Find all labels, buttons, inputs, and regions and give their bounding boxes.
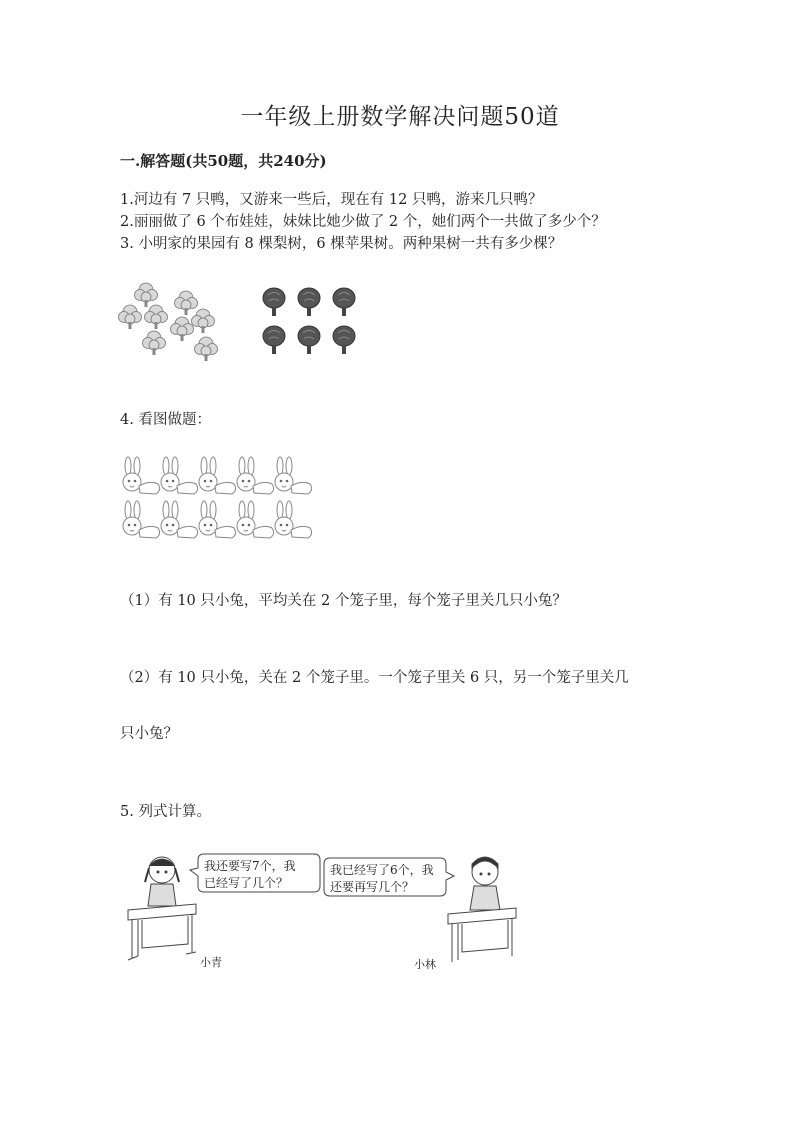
pear-tree-icon	[143, 331, 166, 355]
rabbits-figure	[118, 456, 328, 548]
left-bubble-line-1: 我还要写7个，我	[204, 859, 296, 873]
pear-tree-icon	[192, 309, 215, 333]
apple-tree-icon	[333, 288, 355, 316]
pear-tree-icon	[135, 283, 158, 307]
apple-tree-icon	[298, 326, 320, 354]
apple-tree-icon	[333, 326, 355, 354]
right-bubble-line-1: 我已经写了6个，我	[330, 863, 434, 877]
page-title: 一年级上册数学解决问题50道	[240, 104, 560, 130]
apple-tree-icon	[298, 288, 320, 316]
rabbit-icon	[275, 457, 312, 494]
rabbit-icon	[275, 501, 312, 538]
rabbit-icon	[123, 501, 160, 538]
left-bubble-line-2: 已经写了几个？	[204, 876, 289, 890]
fruit-trees-figure	[118, 282, 368, 362]
pear-tree-icon	[175, 291, 198, 315]
question-4-part-1: （1）有 10 只小兔，平均关在 2 个笼子里，每个笼子里关几只小兔？	[120, 593, 567, 609]
question-1: 1.河边有 7 只鸭，又游来一些后，现在有 12 只鸭，游来几只鸭？	[120, 192, 543, 208]
boy-illustration-icon	[448, 857, 516, 962]
apple-tree-icon	[263, 326, 285, 354]
question-4-part-2-continued: 只小兔？	[120, 726, 178, 742]
right-child-name: 小林	[414, 958, 436, 971]
rabbit-icon	[161, 501, 198, 538]
rabbit-icon	[199, 457, 236, 494]
pear-tree-icon	[171, 317, 194, 341]
children-svg	[118, 848, 528, 973]
rabbit-icon	[123, 457, 160, 494]
question-4: 4. 看图做题：	[120, 412, 211, 428]
left-child-name: 小青	[200, 956, 222, 969]
rabbit-icon	[237, 501, 274, 538]
question-4-part-2: （2）有 10 只小兔，关在 2 个笼子里。一个笼子里关 6 只，另一个笼子里关几	[120, 670, 629, 686]
rabbits-svg	[118, 456, 328, 548]
question-3: 3. 小明家的果园有 8 棵梨树，6 棵苹果树。两种果树一共有多少棵？	[120, 236, 563, 252]
section-heading: 一.解答题(共50题，共240分)	[120, 152, 327, 170]
right-bubble-line-2: 还要再写几个？	[330, 880, 415, 894]
trees-svg	[118, 282, 368, 362]
question-5: 5. 列式计算。	[120, 804, 211, 820]
children-figure	[118, 848, 528, 973]
pear-tree-icon	[119, 305, 142, 329]
rabbit-icon	[237, 457, 274, 494]
pear-tree-icon	[145, 305, 168, 329]
girl-illustration-icon	[128, 857, 196, 960]
question-2: 2.丽丽做了 6 个布娃娃，妹妹比她少做了 2 个，她们两个一共做了多少个？	[120, 214, 606, 230]
rabbit-icon	[161, 457, 198, 494]
apple-tree-icon	[263, 288, 285, 316]
rabbit-icon	[199, 501, 236, 538]
pear-tree-icon	[195, 337, 218, 361]
